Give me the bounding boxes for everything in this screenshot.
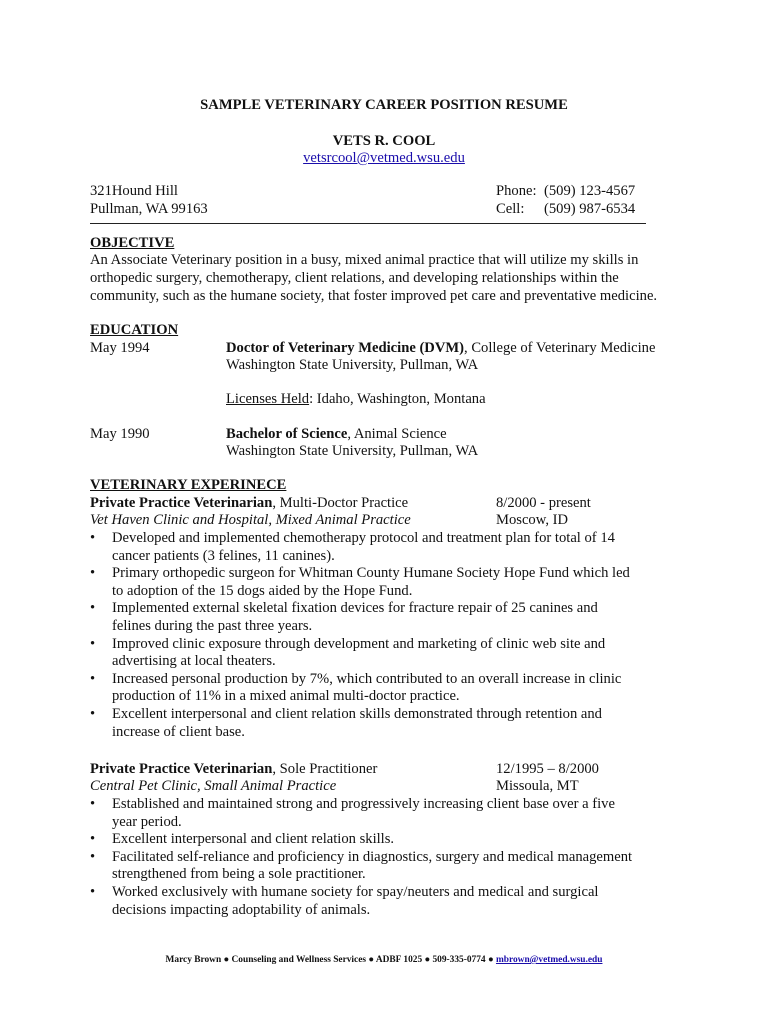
- list-item: • Increased personal production by 7%, which contributed to an overall increase in clinic production of 11% in a mixed animal multi-doctor practice.: [90, 670, 622, 705]
- list-item: • Improved clinic exposure through development and marketing of clinic web site and advertising at local theaters.: [90, 635, 606, 670]
- footer-separator-icon: ●: [368, 955, 375, 965]
- degree-name: Doctor of Veterinary Medicine (DVM): [226, 340, 465, 356]
- education-date-1: May 1994: [90, 340, 150, 356]
- cell-label: Cell:: [496, 201, 525, 217]
- licenses-list: : Idaho, Washington, Montana: [309, 391, 486, 407]
- degree-detail: , College of Veterinary Medicine: [464, 340, 656, 356]
- candidate-email[interactable]: [0, 150, 768, 168]
- degree-name: Bachelor of Science: [226, 426, 348, 442]
- bullet-icon: •: [90, 565, 96, 582]
- list-item: • Facilitated self-reliance and proficiency in diagnostics, surgery and medical management strengthened from being a sole practitioner.: [90, 848, 633, 883]
- job-1-dates: 8/2000 - present: [496, 495, 591, 511]
- candidate-name: VETS R. COOL: [332, 133, 436, 149]
- bullet-icon: •: [90, 796, 96, 812]
- experience-heading: VETERINARY EXPERINECE: [90, 477, 287, 493]
- job-1-employer: Vet Haven Clinic and Hospital, Mixed Animal Practice: [90, 512, 411, 528]
- job-2-dates: 12/1995 – 8/2000: [496, 761, 599, 777]
- bullet-icon: •: [90, 635, 96, 652]
- header-divider: [90, 223, 646, 224]
- objective-line-3: community, such as the humane society, that foster improved pet care and preventative medicine.: [90, 288, 658, 304]
- education-date-2: May 1990: [90, 426, 150, 442]
- licenses-line: [226, 391, 486, 409]
- list-item: • Excellent interpersonal and client relation skills.: [90, 831, 395, 848]
- degree-detail: , Animal Science: [347, 426, 447, 442]
- list-item: • Established and maintained strong and progressively increasing client base over a five year period.: [90, 796, 615, 830]
- list-item: • Excellent interpersonal and client relation skills demonstrated through retention and increase of client base.: [90, 705, 602, 740]
- bullet-icon: •: [90, 670, 96, 687]
- footer-office: Counseling and Wellness Services: [231, 955, 367, 965]
- footer-contact: [0, 954, 768, 966]
- objective-line-1: An Associate Veterinary position in a busy, mixed animal practice that will utilize my skills in: [90, 252, 639, 268]
- phone-label: Phone:: [496, 183, 537, 199]
- job-2-employer: Central Pet Clinic, Small Animal Practice: [90, 778, 337, 794]
- bullet-icon: •: [90, 705, 96, 722]
- footer-separator-icon: ●: [223, 955, 230, 965]
- cell-number: (509) 987-6534: [544, 201, 636, 217]
- bullet-icon: •: [90, 848, 96, 865]
- job-2-location: Missoula, MT: [496, 778, 579, 794]
- list-item: • Primary orthopedic surgeon for Whitman County Humane Society Hope Fund which led to adoption of the 15 dogs aided by the Hope Fund.: [90, 565, 630, 599]
- phone-number: (509) 123-4567: [544, 183, 636, 199]
- footer-separator-icon: ●: [487, 955, 494, 965]
- education-school-2: Washington State University, Pullman, WA: [226, 443, 479, 459]
- education-heading: EDUCATION: [90, 322, 179, 338]
- job-practice-type: , Sole Practitioner: [272, 761, 378, 777]
- footer-room: ADBF 1025: [375, 955, 423, 965]
- job-practice-type: , Multi-Doctor Practice: [272, 495, 409, 511]
- bullet-icon: •: [90, 831, 96, 848]
- job-2-bullets: [90, 796, 670, 919]
- bullet-icon: •: [90, 600, 96, 617]
- candidate-email-link[interactable]: vetsrcool@vetmed.wsu.edu: [303, 150, 465, 166]
- education-degree-2: [226, 426, 447, 444]
- job-title: Private Practice Veterinarian: [90, 761, 273, 777]
- footer-name: Marcy Brown: [165, 955, 222, 965]
- footer-phone: 509-335-0774: [432, 955, 486, 965]
- bullet-icon: •: [90, 883, 96, 900]
- education-degree-1: [226, 340, 655, 358]
- list-item: • Worked exclusively with humane society for spay/neuters and medical and surgical decisions impacting adoptability of animals.: [90, 883, 599, 918]
- address-line-2: Pullman, WA 99163: [90, 201, 208, 217]
- objective-heading: OBJECTIVE: [90, 235, 175, 251]
- licenses-label: Licenses Held: [226, 391, 310, 407]
- job-1-bullets: [90, 530, 670, 741]
- objective-line-2: orthopedic surgery, chemotherapy, client relations, and developing relationships within the: [90, 270, 619, 286]
- education-school-1: Washington State University, Pullman, WA: [226, 357, 479, 373]
- job-1-title: [90, 495, 408, 513]
- footer-separator-icon: ●: [424, 955, 431, 965]
- footer-email-link[interactable]: mbrown@vetmed.wsu.edu: [495, 955, 603, 965]
- job-title: Private Practice Veterinarian: [90, 495, 273, 511]
- list-item: • Implemented external skeletal fixation devices for fracture repair of 25 canines and felines during the past three years.: [90, 600, 598, 634]
- job-2-title: [90, 761, 377, 779]
- list-item: • Developed and implemented chemotherapy protocol and treatment plan for total of 14 cancer patients (3 felines, 11 canines).: [90, 530, 615, 564]
- address-line-1: 321Hound Hill: [90, 183, 178, 199]
- bullet-icon: •: [90, 530, 96, 546]
- job-1-location: Moscow, ID: [496, 512, 569, 528]
- document-title: SAMPLE VETERINARY CAREER POSITION RESUME: [200, 97, 568, 113]
